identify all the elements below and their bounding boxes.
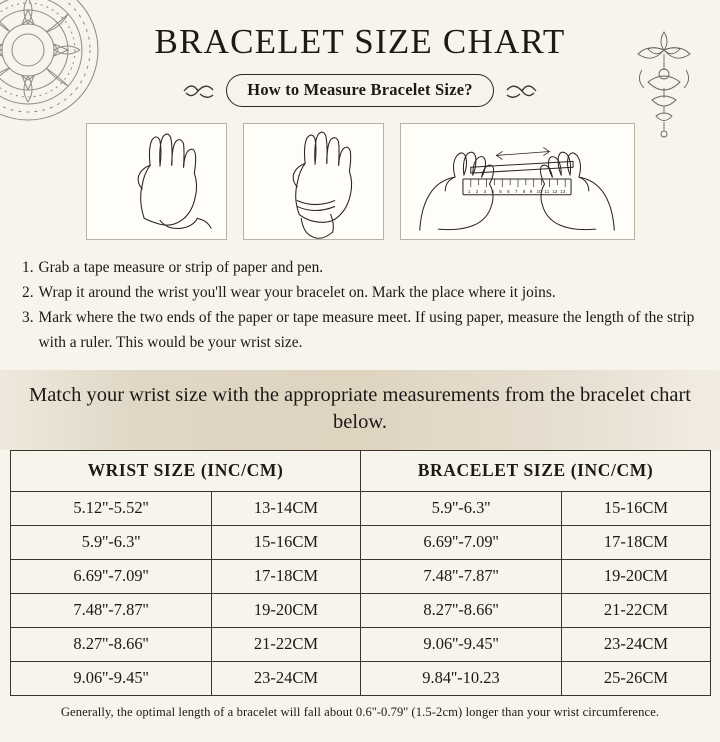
- header-wrist-size: WRIST SIZE (INC/CM): [11, 450, 361, 491]
- svg-text:3: 3: [483, 188, 486, 194]
- mandala-ornament-icon: [0, 0, 108, 130]
- cell-bracelet-inch: 7.48''-7.87'': [361, 559, 562, 593]
- svg-text:8: 8: [522, 188, 525, 194]
- cell-bracelet-inch: 8.27''-8.66'': [361, 593, 562, 627]
- size-table-wrap: [10, 450, 710, 696]
- svg-text:13: 13: [559, 188, 565, 194]
- svg-text:11: 11: [544, 188, 549, 194]
- cell-wrist-cm: 23-24CM: [212, 661, 361, 695]
- subtitle-row: [0, 74, 720, 107]
- svg-text:7: 7: [514, 188, 518, 194]
- illustration-step3: [400, 123, 635, 240]
- step-text: Wrap it around the wrist you'll wear your bracelet on. Mark the place where it joins.: [38, 283, 556, 301]
- cell-wrist-cm: 13-14CM: [212, 491, 361, 525]
- step-item: [22, 281, 698, 306]
- cell-wrist-cm: 17-18CM: [212, 559, 361, 593]
- svg-text:5: 5: [498, 188, 502, 194]
- cell-bracelet-cm: 17-18CM: [562, 525, 711, 559]
- table-row: [11, 661, 711, 695]
- cell-bracelet-inch: 6.69''-7.09'': [361, 525, 562, 559]
- step-text: Mark where the two ends of the paper or tape measure meet. If using paper, measure the length of the strip with a ruler. This would be your wrist size.: [38, 308, 695, 351]
- cell-bracelet-inch: 9.84''-10.23: [361, 661, 562, 695]
- cell-bracelet-cm: 23-24CM: [562, 627, 711, 661]
- table-header-row: [11, 450, 711, 491]
- hand-wrapping-tape-icon: [244, 124, 383, 239]
- cell-wrist-inch: 5.12''-5.52'': [11, 491, 212, 525]
- cell-bracelet-inch: 9.06''-9.45'': [361, 627, 562, 661]
- cell-bracelet-inch: 5.9''-6.3'': [361, 491, 562, 525]
- step-item: [22, 256, 698, 281]
- step-number: 3.: [22, 308, 34, 326]
- table-row: [11, 525, 711, 559]
- svg-text:1: 1: [467, 188, 470, 194]
- svg-text:4: 4: [490, 188, 494, 194]
- match-banner: Match your wrist size with the appropriate measurements from the bracelet chart below.: [0, 370, 720, 450]
- flourish-left-icon: [182, 80, 216, 102]
- illustration-row: [0, 123, 720, 240]
- steps-list: [22, 256, 698, 356]
- svg-text:2: 2: [475, 188, 478, 194]
- cell-wrist-cm: 21-22CM: [212, 627, 361, 661]
- cell-bracelet-cm: 19-20CM: [562, 559, 711, 593]
- svg-text:6: 6: [506, 188, 510, 194]
- cell-wrist-inch: 6.69''-7.09'': [11, 559, 212, 593]
- hand-with-tape-icon: [87, 124, 226, 239]
- cell-wrist-cm: 15-16CM: [212, 525, 361, 559]
- size-table: [10, 450, 711, 696]
- cell-wrist-inch: 7.48''-7.87'': [11, 593, 212, 627]
- step-number: 1.: [22, 259, 34, 276]
- cell-bracelet-cm: 15-16CM: [562, 491, 711, 525]
- step-text: Grab a tape measure or strip of paper and pen.: [38, 259, 324, 276]
- illustration-step2: [243, 123, 384, 240]
- svg-text:10: 10: [536, 188, 542, 194]
- cell-bracelet-cm: 21-22CM: [562, 593, 711, 627]
- footnote: Generally, the optimal length of a bracelet will fall about 0.6''-0.79'' (1.5-2cm) longer than your wrist circumference.: [60, 704, 660, 719]
- flourish-right-icon: [504, 80, 538, 102]
- table-row: [11, 491, 711, 525]
- step-number: 2.: [22, 283, 34, 301]
- step-item: [22, 306, 698, 356]
- ruler-measuring-strip-icon: [401, 124, 634, 239]
- page-title: BRACELET SIZE CHART: [154, 22, 566, 61]
- cell-bracelet-cm: 25-26CM: [562, 661, 711, 695]
- table-row: [11, 593, 711, 627]
- cell-wrist-inch: 9.06''-9.45'': [11, 661, 212, 695]
- svg-text:9: 9: [529, 188, 532, 194]
- illustration-step1: [86, 123, 227, 240]
- subtitle-pill: How to Measure Bracelet Size?: [226, 74, 493, 107]
- cell-wrist-inch: 8.27''-8.66'': [11, 627, 212, 661]
- table-row: [11, 559, 711, 593]
- cell-wrist-inch: 5.9''-6.3'': [11, 525, 212, 559]
- svg-text:12: 12: [551, 188, 557, 194]
- cell-wrist-cm: 19-20CM: [212, 593, 361, 627]
- table-row: [11, 627, 711, 661]
- header-bracelet-size: BRACELET SIZE (INC/CM): [361, 450, 711, 491]
